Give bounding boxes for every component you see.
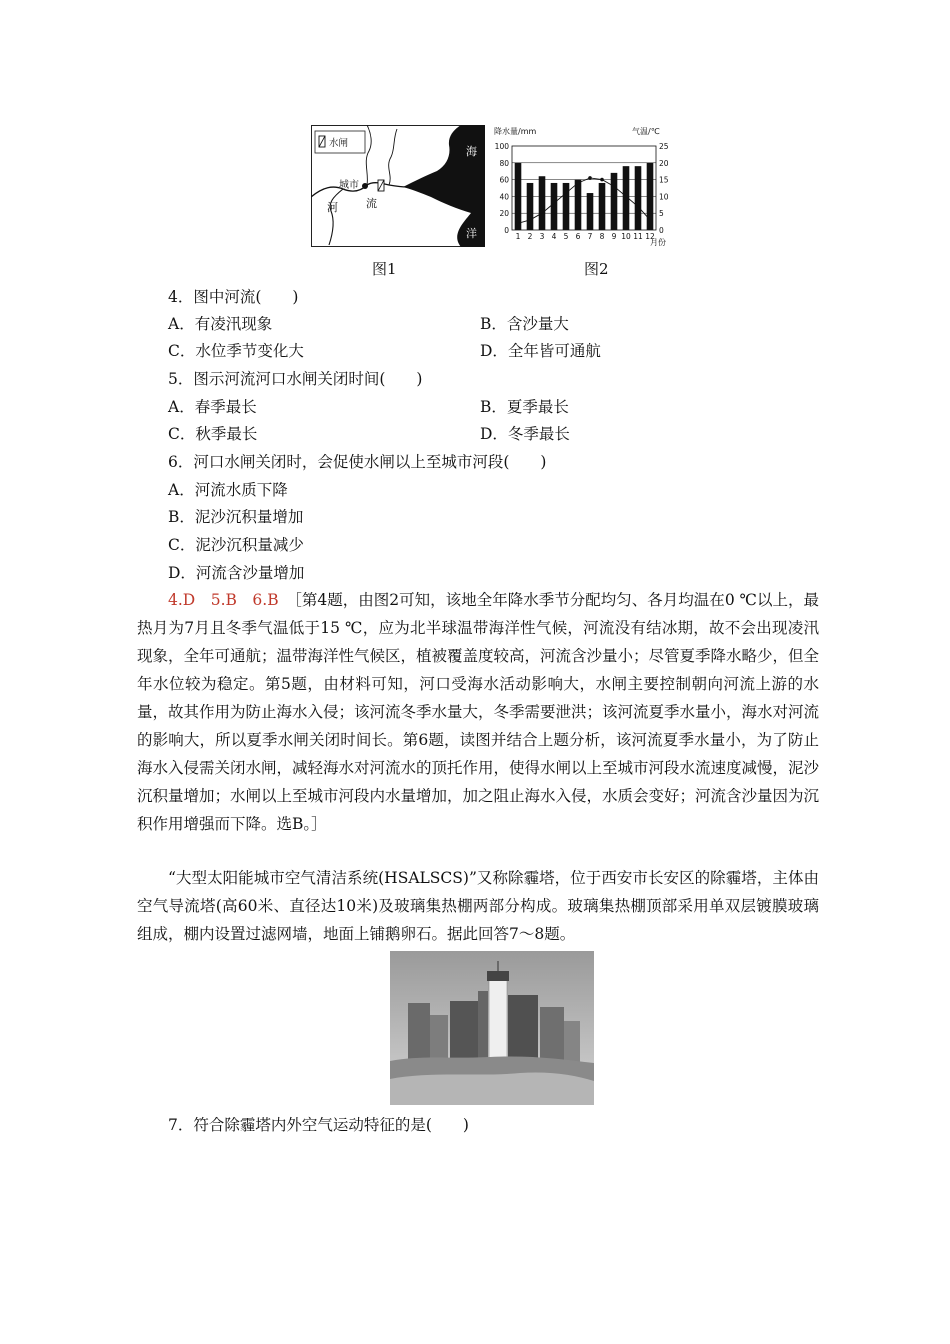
q6-stem: 6．河口水闸关闭时，会促使水闸以上至城市河段( ) <box>168 453 547 471</box>
q5-option-d: D．冬季最长 <box>480 425 570 443</box>
q4-option-b: B．含沙量大 <box>480 315 569 333</box>
x-tick-label: 7 <box>587 232 593 241</box>
q5-option-b: B．夏季最长 <box>480 398 569 416</box>
q7-stem: 7．符合除霾塔内外空气运动特征的是( ) <box>168 1116 469 1134</box>
intro-paragraph: “大型太阳能城市空气清洁系统(HSALSCS)”又称除霾塔，位于西安市长安区的除霾塔，主体由空气导流塔(高60米、直径达10米)及玻璃集热棚两部分构成。玻璃集热棚顶部采用单双层镀膜玻璃组成，棚内设置过滤网墙，地面上铺鹅卵石。据此回答7～8题。 <box>137 869 819 943</box>
right-axis-label: 气温/℃ <box>632 127 660 136</box>
sea-char-2: 洋 <box>466 227 477 240</box>
x-tick-label: 6 <box>575 232 581 241</box>
q4-option-c: C．水位季节变化大 <box>168 342 304 360</box>
y-tick-label: 0 <box>504 226 509 235</box>
y-tick-label: 40 <box>499 192 509 202</box>
x-tick-label: 11 <box>633 232 643 241</box>
q5-option-c: C．秋季最长 <box>168 425 258 443</box>
figure2-chart <box>490 122 680 250</box>
precip-bar-2 <box>527 183 534 230</box>
river-char-1: 河 <box>327 201 338 214</box>
legend-label: 水闸 <box>329 138 349 149</box>
sluice-map-icon <box>378 180 384 191</box>
y-tick-label: 80 <box>499 158 509 168</box>
x-tick-label: 5 <box>563 232 569 241</box>
figure2-caption: 图2 <box>584 260 609 278</box>
precip-bar-7 <box>587 193 594 230</box>
precip-bar-1 <box>515 163 522 230</box>
temperature-line <box>518 178 650 223</box>
sluice-legend-icon <box>319 136 325 147</box>
figure1-caption: 图1 <box>372 260 397 278</box>
precip-bar-5 <box>563 183 570 230</box>
city-dot <box>362 183 368 189</box>
q4-option-a: A．有凌汛现象 <box>168 315 273 333</box>
x-tick-label: 4 <box>551 232 557 241</box>
x-tick-label: 9 <box>611 232 617 241</box>
y2-tick-label: 0 <box>659 226 664 235</box>
x-tick-label: 3 <box>539 232 545 241</box>
q4-stem: 4．图中河流( ) <box>168 288 299 306</box>
y2-tick-label: 25 <box>659 142 669 151</box>
city-label: 城市 <box>339 180 359 191</box>
q6-option-a: A．河流水质下降 <box>168 481 288 499</box>
temperature-point-8 <box>600 178 604 182</box>
figure1-map <box>311 125 485 247</box>
q6-option-b: B．泥沙沉积量增加 <box>168 508 304 526</box>
y-tick-label: 60 <box>499 175 509 185</box>
haze-tower-photo <box>390 951 594 1105</box>
q6-option-d: D．河流含沙量增加 <box>168 564 305 582</box>
q4-option-d: D．全年皆可通航 <box>480 342 601 360</box>
x-unit-label: 月份 <box>650 238 666 247</box>
y-tick-label: 100 <box>494 142 509 151</box>
x-tick-label: 2 <box>527 232 533 241</box>
river-char-2: 流 <box>366 197 377 210</box>
precip-bar-4 <box>551 183 558 230</box>
y2-tick-label: 10 <box>659 192 669 202</box>
temperature-point-7 <box>588 176 592 180</box>
q6-option-c: C．泥沙沉积量减少 <box>168 536 304 554</box>
y2-tick-label: 15 <box>659 175 669 185</box>
q5-option-a: A．春季最长 <box>168 398 257 416</box>
left-axis-label: 降水量/mm <box>494 127 537 136</box>
precip-bar-8 <box>599 183 606 230</box>
precip-bar-6 <box>575 180 582 230</box>
x-tick-label: 1 <box>515 232 521 241</box>
y2-tick-label: 5 <box>659 209 664 219</box>
x-tick-label: 12 <box>645 232 655 241</box>
q5-stem: 5．图示河流河口水闸关闭时间( ) <box>168 370 423 388</box>
sea-char-1: 海 <box>466 145 477 158</box>
answer-text: ［第4题，由图2可知，该地全年降水季节分配均匀、各月均温在0 ℃以上，最热月为7月且冬季气温低于15 ℃，应为北半球温带海洋性气候，河流没有结冰期，故不会出现凌汛现象，全年可通航；温带海洋性气候区，植被覆盖度较高，河流含沙量小；尽管夏季降水略少，但全年水位较为稳定。第5题，由材料可知，河口受海水活动影响大，水闸主要控制朝向河流上游的水量，故其作用为防止海水入侵；该河流冬季水量大，冬季需要泄洪；该河流夏季水量小，海水对河流的影响大，所以夏季水闸关闭时间长。第6题，读图并结合上题分析，该河流夏季水量小，为了防止海水入侵需关闭水闸，减轻海水对河流水的顶托作用，使得水闸以上至城市河段水流速度减慢，泥沙沉积量增加；水闸以上至城市河段内水量增加，加之阻止海水入侵，水质会变好；河流含沙量因为沉积作用增强而下降。选B。］ <box>137 591 820 833</box>
y2-tick-label: 20 <box>659 158 669 168</box>
x-tick-label: 8 <box>599 232 605 241</box>
answer-explanation <box>137 586 819 838</box>
x-tick-label: 10 <box>621 232 631 241</box>
precip-bar-11 <box>635 166 642 230</box>
temperature-point-6 <box>576 181 580 185</box>
answer-key: 4.D 5.B 6.B <box>168 591 279 609</box>
y-tick-label: 20 <box>499 209 509 219</box>
precip-bar-3 <box>539 176 546 230</box>
precip-bar-9 <box>611 173 618 230</box>
